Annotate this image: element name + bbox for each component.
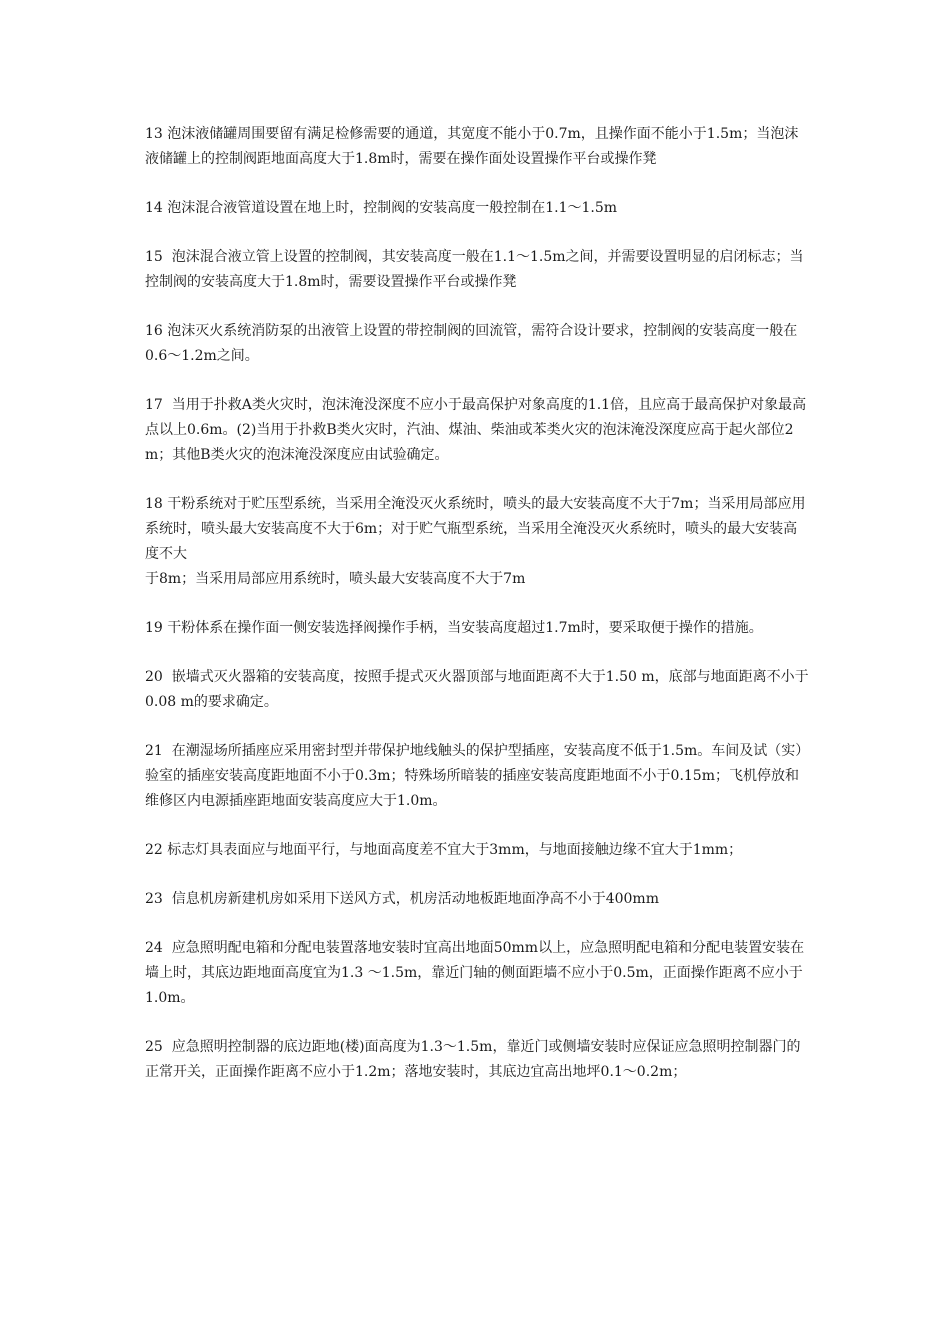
paragraph-21: 21 在潮湿场所插座应采用密封型并带保护地线触头的保护型插座，安装高度不低于1.5m。车间及试（实）验室的插座安装高度距地面不小于0.3m；特殊场所暗装的插座安装高度距地面不小于0.15m；飞机停放和维修区内电源插座距地面安装高度应大于1.0m。 <box>145 743 810 809</box>
paragraph-20: 20 嵌墙式灭火器箱的安装高度，按照手提式灭火器顶部与地面距离不大于1.50 m，底部与地面距离不小于0.08 m的要求确定。 <box>145 669 809 710</box>
paragraph-15: 15 泡沫混合液立管上设置的控制阀，其安装高度一般在1.1～1.5m之间，并需要设置明显的启闭标志；当控制阀的安装高度大于1.8m时，需要设置操作平台或操作凳 <box>145 249 804 290</box>
paragraph-17: 17 当用于扑救A类火灾时，泡沫淹没深度不应小于最高保护对象高度的1.1倍，且应高于最高保护对象最高点以上0.6m。(2)当用于扑救B类火灾时，汽油、煤油、柴油或苯类火灾的泡沫淹没深度应高于起火部位2m；其他B类火灾的泡沫淹没深度应由试验确定。 <box>145 397 807 463</box>
paragraph-18: 18 干粉系统对于贮压型系统，当采用全淹没灭火系统时，喷头的最大安装高度不大于7m；当采用局部应用系统时，喷头最大安装高度不大于6m；对于贮气瓶型系统，当采用全淹没灭火系统时，喷头的最大安装高度不大 于8m；当采用局部应用系统时，喷头最大安装高度不大于7m <box>145 496 806 587</box>
paragraph-25: 25 应急照明控制器的底边距地(楼)面高度为1.3～1.5m，靠近门或侧墙安装时应保证应急照明控制器门的正常开关，正面操作距离不应小于1.2m；落地安装时，其底边宜高出地坪0.1～0.2m； <box>145 1039 801 1080</box>
paragraph-14: 14 泡沫混合液管道设置在地上时，控制阀的安装高度一般控制在1.1～1.5m <box>145 200 618 216</box>
paragraph-19: 19 干粉体系在操作面一侧安装选择阀操作手柄，当安装高度超过1.7m时，要采取便于操作的措施。 <box>145 620 763 636</box>
paragraph-23: 23 信息机房新建机房如采用下送风方式，机房活动地板距地面净高不小于400mm <box>145 891 659 907</box>
paragraph-24: 24 应急照明配电箱和分配电装置落地安装时宜高出地面50mm以上，应急照明配电箱和分配电装置安装在墙上时，其底边距地面高度宜为1.3 ～1.5m，靠近门轴的侧面距墙不应小于0.5m，正面操作距离不应小于1.0m。 <box>145 940 805 1006</box>
paragraph-22: 22 标志灯具表面应与地面平行，与地面高度差不宜大于3mm，与地面接触边缘不宜大于1mm； <box>145 842 743 858</box>
paragraph-16: 16 泡沫灭火系统消防泵的出液管上设置的带控制阀的回流管，需符合设计要求，控制阀的安装高度一般在0.6～1.2m之间。 <box>145 323 798 364</box>
paragraph-13: 13 泡沫液储罐周围要留有满足检修需要的通道，其宽度不能小于0.7m，且操作面不能小于1.5m；当泡沫液储罐上的控制阀距地面高度大于1.8m时，需要在操作面处设置操作平台或操作凳 <box>145 126 799 167</box>
document-body <box>145 122 810 1109</box>
